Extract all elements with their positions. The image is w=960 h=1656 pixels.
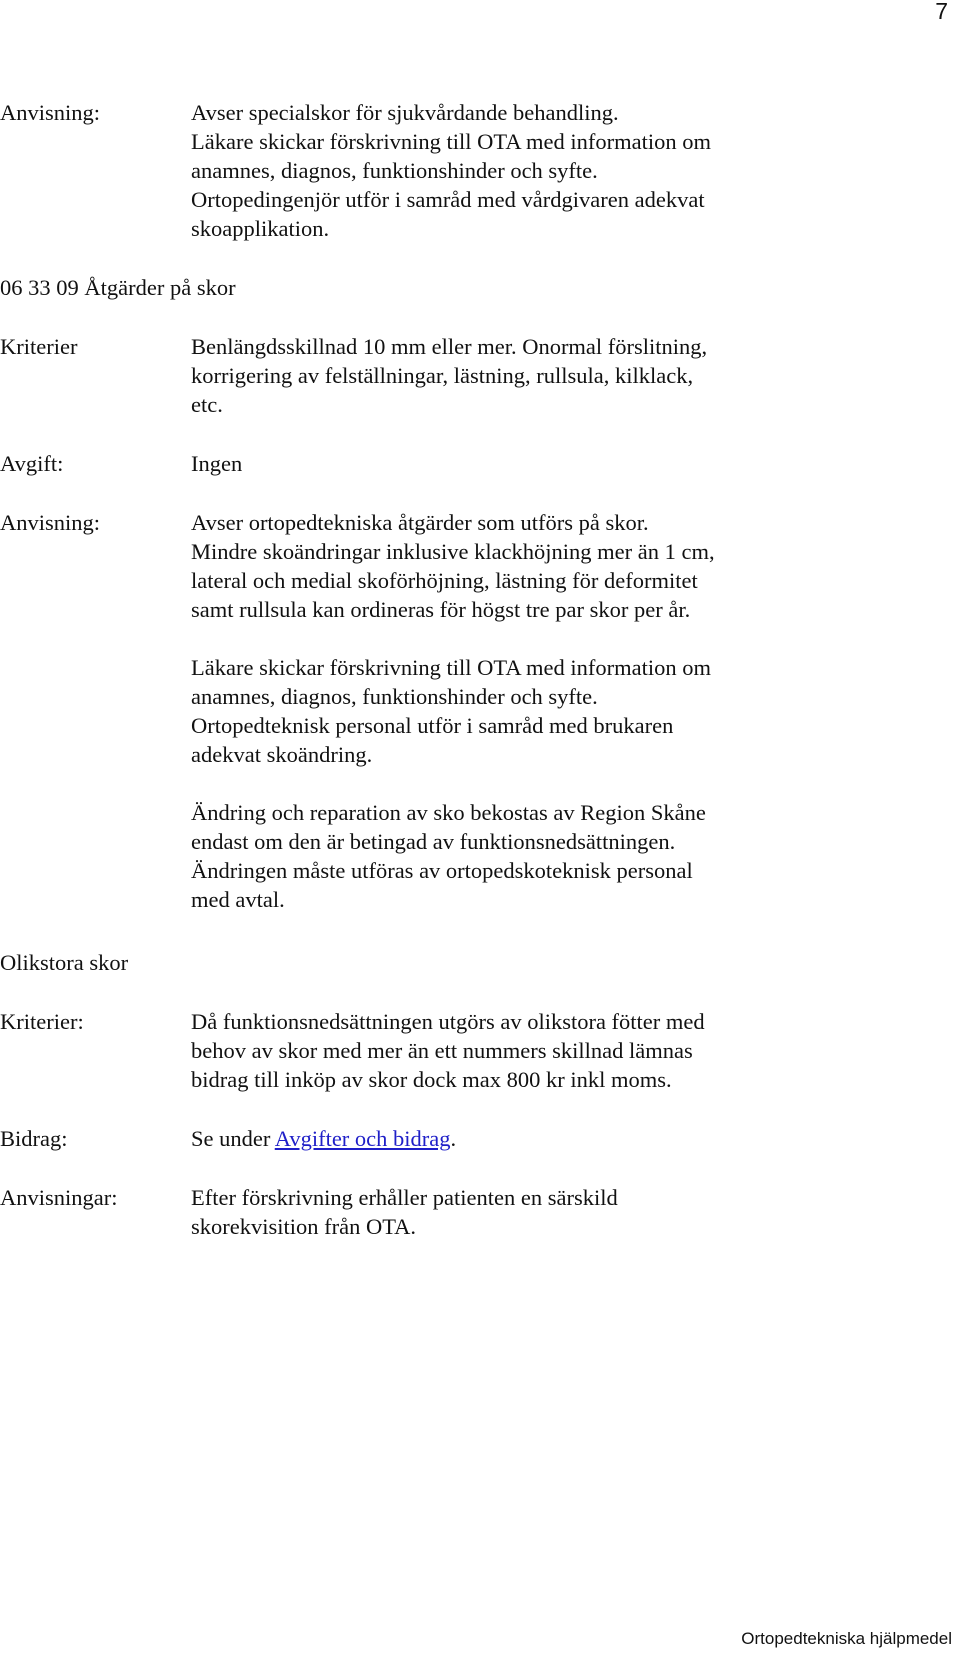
anvisning-label: Anvisning: (0, 100, 101, 125)
text-line: Avser specialskor för sjukvårdande behandling. (191, 100, 619, 125)
text-line: lateral och medial skoförhöjning, lästning för deformitet (191, 568, 698, 593)
avgift-value: Ingen (191, 451, 243, 476)
text-line: Ändring och reparation av sko bekostas av Region Skåne (191, 800, 706, 825)
bidrag-prefix: Se under (191, 1126, 275, 1151)
bidrag-suffix: . (450, 1126, 457, 1151)
text-line: skoapplikation. (191, 216, 330, 241)
anvisning-label: Anvisning: (0, 510, 101, 535)
text-line: Läkare skickar förskrivning till OTA med information om (191, 655, 711, 680)
text-line: Benlängdsskillnad 10 mm eller mer. Onormal förslitning, (191, 334, 708, 359)
text-line: bidrag till inköp av skor dock max 800 kr inkl moms. (191, 1067, 672, 1092)
text-line: etc. (191, 392, 223, 417)
text-line: Läkare skickar förskrivning till OTA med information om (191, 129, 711, 154)
kriterier-label: Kriterier: (0, 1009, 84, 1034)
section-heading: Olikstora skor (0, 950, 129, 975)
text-line: med avtal. (191, 887, 285, 912)
text-line: Efter förskrivning erhåller patienten en särskild (191, 1185, 618, 1210)
text-line: anamnes, diagnos, funktionshinder och syfte. (191, 684, 598, 709)
avgift-label: Avgift: (0, 451, 64, 476)
anvisningar-label: Anvisningar: (0, 1185, 118, 1210)
bidrag-label: Bidrag: (0, 1126, 68, 1151)
paragraph (191, 508, 951, 624)
kriterier-text (191, 332, 951, 419)
text-line: korrigering av felställningar, lästning, rullsula, kilklack, (191, 363, 694, 388)
text-line: endast om den är betingad av funktionsnedsättningen. (191, 829, 676, 854)
paragraph (191, 653, 951, 769)
bidrag-text (191, 1124, 951, 1153)
avgifter-och-bidrag-link[interactable]: Avgifter och bidrag (274, 1126, 451, 1151)
text-line: skorekvisition från OTA. (191, 1214, 417, 1239)
text-line: adekvat skoändring. (191, 742, 373, 767)
text-line: Ortopedteknisk personal utför i samråd med brukaren (191, 713, 674, 738)
section-heading: 06 33 09 Åtgärder på skor (0, 275, 236, 300)
text-line: Mindre skoändringar inklusive klackhöjning mer än 1 cm, (191, 539, 715, 564)
text-line: Ändringen måste utföras av ortopedskoteknisk personal (191, 858, 693, 883)
page-number: 7 (935, 0, 948, 24)
text-line: Då funktionsnedsättningen utgörs av olikstora fötter med (191, 1009, 705, 1034)
text-line: behov av skor med mer än ett nummers skillnad lämnas (191, 1038, 693, 1063)
text-line: anamnes, diagnos, funktionshinder och syfte. (191, 158, 598, 183)
footer-title: Ortopedtekniska hjälpmedel (741, 1629, 952, 1648)
kriterier-text (191, 1007, 951, 1094)
anvisning-text (191, 98, 951, 243)
anvisning-text (191, 508, 951, 914)
anvisningar-text (191, 1183, 951, 1241)
kriterier-label: Kriterier (0, 334, 78, 359)
text-line: Avser ortopedtekniska åtgärder som utförs på skor. (191, 510, 649, 535)
text-line: samt rullsula kan ordineras för högst tre par skor per år. (191, 597, 691, 622)
paragraph (191, 798, 951, 914)
text-line: Ortopedingenjör utför i samråd med vårdgivaren adekvat (191, 187, 705, 212)
